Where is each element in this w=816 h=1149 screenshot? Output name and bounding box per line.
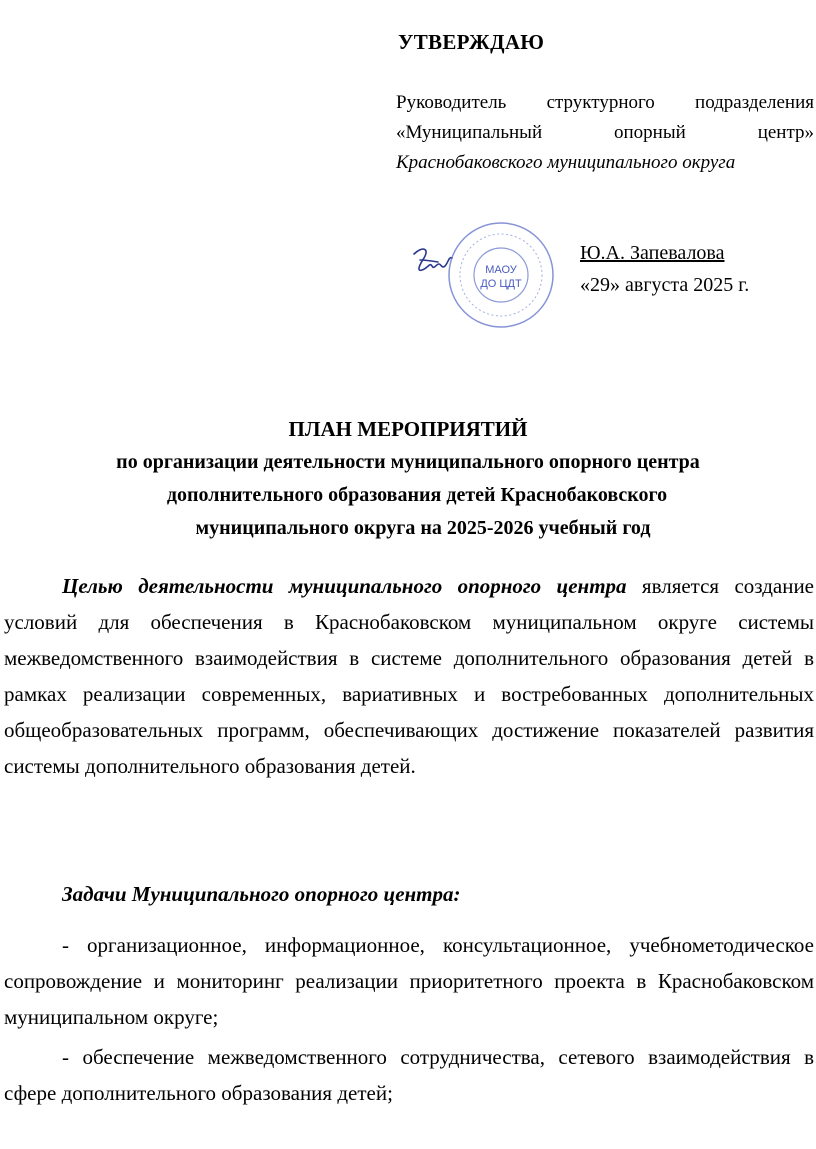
goal-lead: Целью деятельности муниципального опорного центра <box>62 574 627 598</box>
approval-position-line: «Муниципальный опорный центр» <box>396 122 814 143</box>
plan-title-text: ПЛАН МЕРОПРИЯТИЙ <box>288 417 528 441</box>
goal-text: является создание условий для обеспечения в Краснобаковском муниципальном округе системы межведомственного взаимодействия в системе дополнительного образования детей в рамках реализации современных, вариативных и востребованных дополнительных общеобразовательных программ, обеспечивающих достижение показателей развития системы дополнительного образования детей. <box>4 574 814 778</box>
organization-stamp <box>446 220 556 330</box>
approval-position-line: Руководитель структурного подразделения <box>396 92 814 113</box>
task-item: - обеспечение межведомственного сотрудничества, сетевого взаимодействия в сфере дополнительного образования детей; <box>4 1045 814 1105</box>
tasks-heading-row <box>4 876 814 912</box>
signer-name: Ю.А. Запевалова <box>580 242 725 264</box>
tasks-heading: Задачи Муниципального опорного центра: <box>62 882 461 906</box>
task-item: - организационное, информационное, консультационное, учебнометодическое сопровождение и мониторинг реализации приоритетного проекта в Краснобаковском муниципальном округе; <box>4 933 814 1029</box>
approval-date: «29» августа 2025 г. <box>580 274 750 296</box>
plan-title <box>0 417 816 545</box>
tasks-list <box>4 927 814 1111</box>
stamp-text: ДО ЦДТ <box>480 278 522 290</box>
goal-paragraph <box>4 568 814 784</box>
plan-subtitle-line: дополнительного образования детей Краснобаковского <box>166 484 668 506</box>
approval-signer <box>580 237 749 301</box>
plan-subtitle-line: по организации деятельности муниципального опорного центра <box>116 451 700 473</box>
approval-position-line: Краснобаковского муниципального округа <box>396 152 736 173</box>
approval-heading: УТВЕРЖДАЮ <box>398 30 545 54</box>
approval-position <box>396 88 814 178</box>
plan-subtitle-line: муниципального округа на 2025-2026 учебный год <box>195 517 651 539</box>
stamp-text: МАОУ <box>485 264 517 276</box>
